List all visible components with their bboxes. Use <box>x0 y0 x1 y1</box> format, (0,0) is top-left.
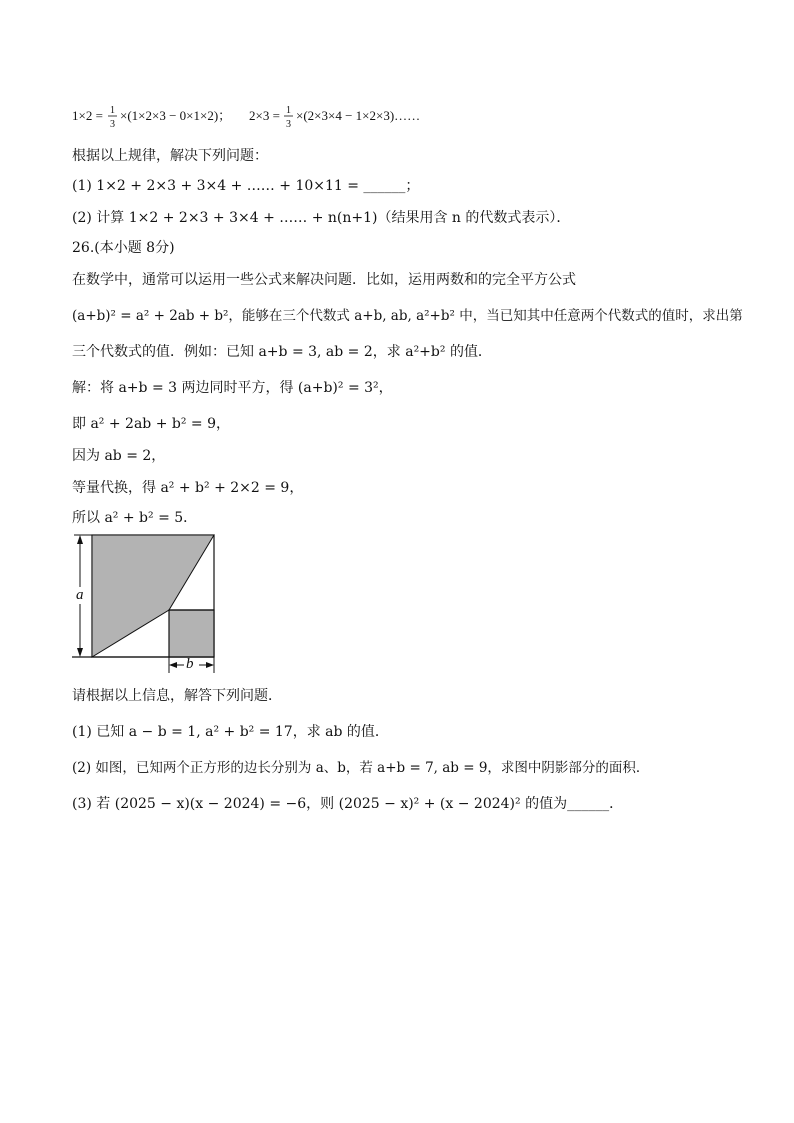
problem-26-example: 三个代数式的值．例如：已知 a+b = 3, ab = 2，求 a²+b² 的值． <box>72 344 492 360</box>
solution-step-5: 所以 a² + b² = 5． <box>72 510 198 526</box>
question-1-sum: (1) 1×2 + 2×3 + 3×4 + …… + 10×11 = ______； <box>72 178 420 194</box>
problem-26-intro: 在数学中，通常可以运用一些公式来解决问题．比如，运用两数和的完全平方公式 <box>72 272 576 288</box>
label-a: a <box>76 587 84 603</box>
solution-step-4: 等量代换，得 a² + b² + 2×2 = 9， <box>72 480 304 496</box>
svg-text:×(1×2×3 − 0×1×2)；: ×(1×2×3 − 0×1×2)； <box>120 108 232 123</box>
svg-text:1: 1 <box>286 105 291 116</box>
problem-26-formula-line: (a+b)² = a² + 2ab + b²，能够在三个代数式 a+b, ab, a²+b² 中，当已知其中任意两个代数式的值时，求出第 <box>72 308 743 324</box>
small-square <box>169 610 214 657</box>
svg-text:3: 3 <box>110 119 115 130</box>
pattern-formula-render <box>72 102 432 136</box>
question-2-general-sum: (2) 计算 1×2 + 2×3 + 3×4 + …… + n(n+1)（结果用含 n 的代数式表示）． <box>72 210 571 226</box>
label-b: b <box>186 656 194 672</box>
instruction-line: 根据以上规律，解决下列问题： <box>72 148 268 164</box>
svg-text:1×2 =: 1×2 = <box>72 108 103 123</box>
solution-step-2: 即 a² + 2ab + b² = 9， <box>72 416 230 432</box>
solution-step-1: 解：将 a+b = 3 两边同时平方，得 (a+b)² = 3²， <box>72 380 393 396</box>
svg-text:1: 1 <box>110 105 115 116</box>
followup-instruction: 请根据以上信息，解答下列问题． <box>72 688 282 704</box>
figure-svg <box>72 532 222 677</box>
solution-step-3: 因为 ab = 2， <box>72 448 166 464</box>
problem-26-heading: 26.(本小题 8分) <box>72 240 175 256</box>
svg-text:3: 3 <box>286 119 291 130</box>
followup-question-1: (1) 已知 a − b = 1, a² + b² = 17，求 ab 的值． <box>72 724 389 740</box>
followup-question-2: (2) 如图，已知两个正方形的边长分别为 a、b，若 a+b = 7, ab = 9，求图中阴影部分的面积． <box>72 760 650 776</box>
svg-text:2×3 =: 2×3 = <box>249 108 280 123</box>
followup-question-3: (3) 若 (2025 − x)(x − 2024) = −6，则 (2025 − x)² + (x − 2024)² 的值为______． <box>72 796 624 812</box>
two-squares-figure <box>72 532 222 681</box>
svg-text:×(2×3×4 − 1×2×3)……: ×(2×3×4 − 1×2×3)…… <box>296 108 421 123</box>
